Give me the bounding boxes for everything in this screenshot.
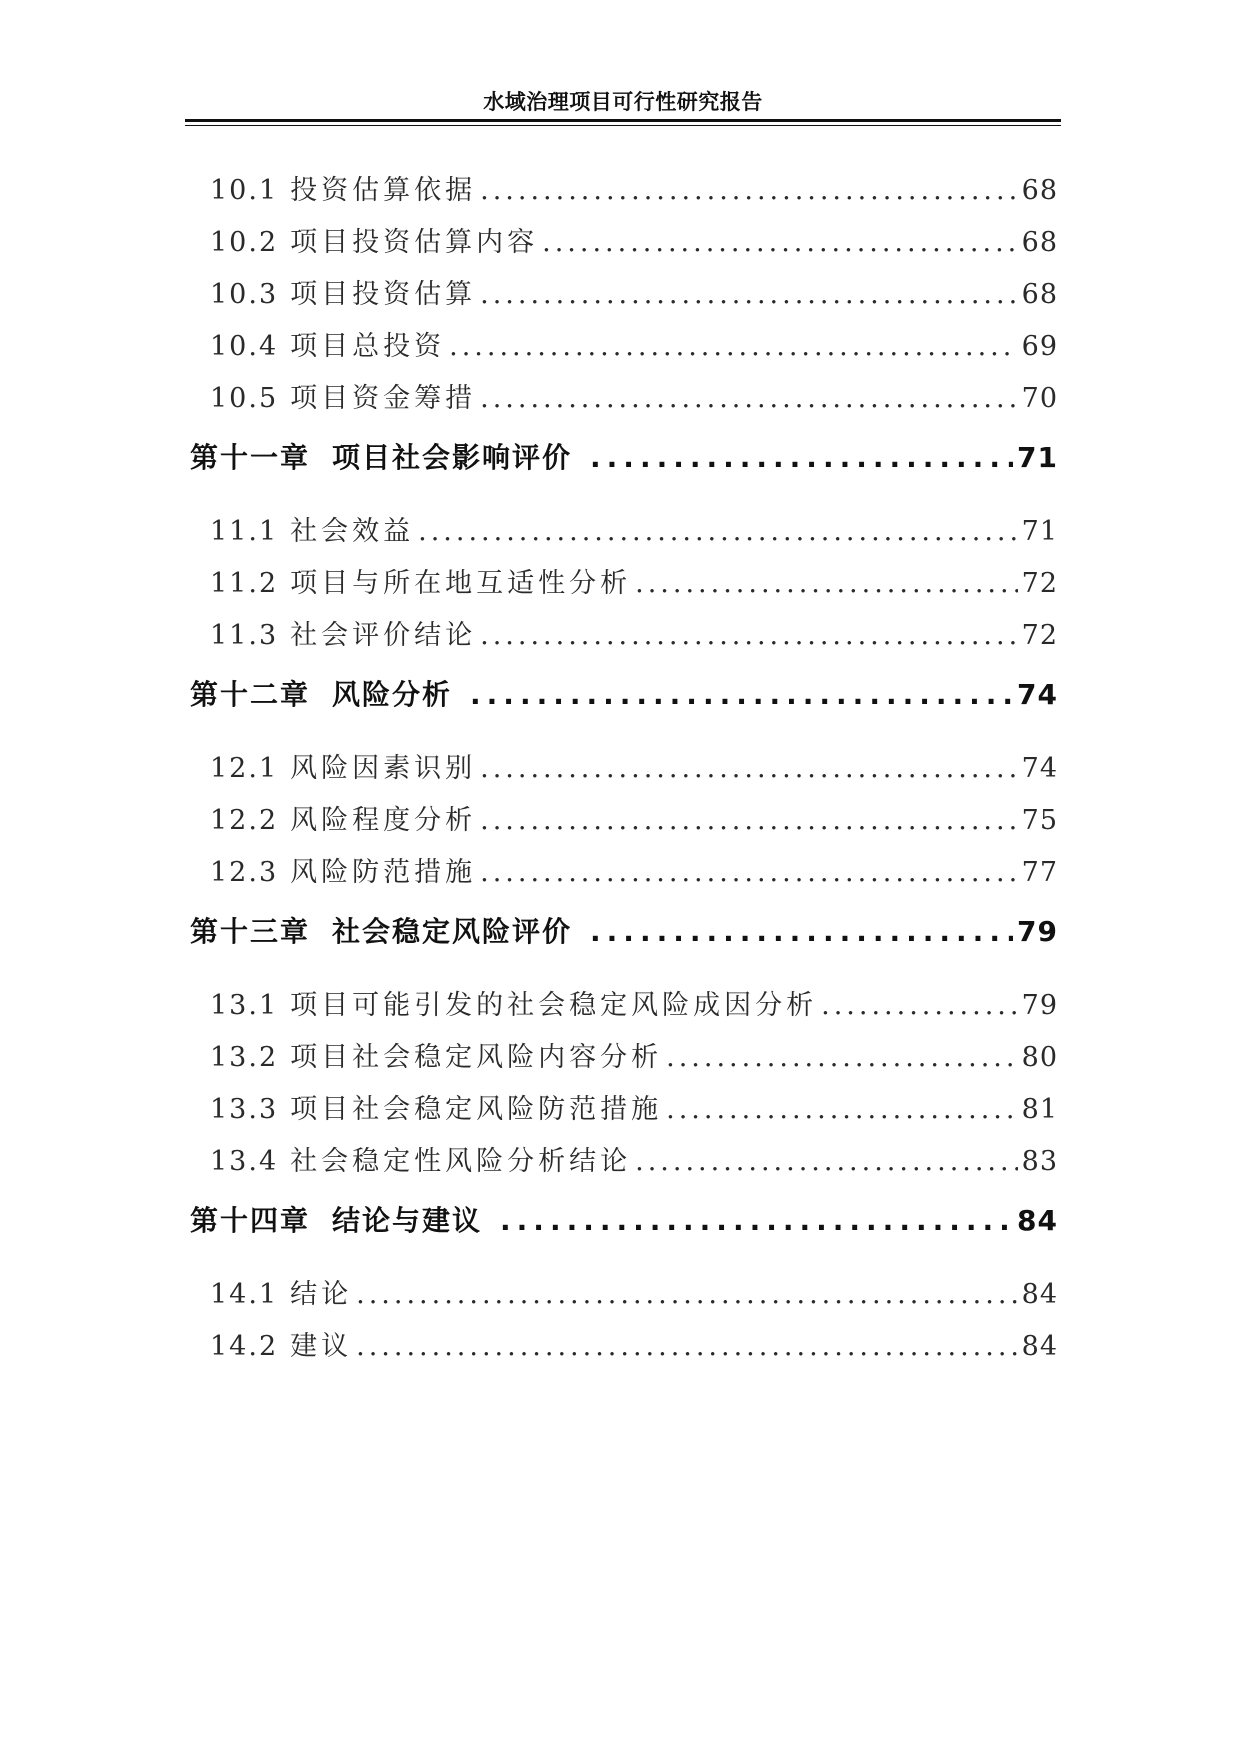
toc-number: 14.1 — [210, 1279, 279, 1310]
toc-entry-14-1[interactable] — [210, 1272, 1058, 1311]
toc-entry-13-4[interactable] — [210, 1139, 1058, 1178]
toc-entry-14-2[interactable] — [210, 1324, 1058, 1363]
toc-title: 投资估算依据 — [290, 175, 477, 206]
toc-title: 项目资金筹措 — [290, 383, 477, 414]
toc-title: 项目与所在地互适性分析 — [290, 568, 632, 599]
dot-leader — [356, 1331, 1018, 1362]
toc-page-number: 84 — [1017, 1204, 1058, 1237]
toc-page-number: 75 — [1021, 805, 1058, 836]
toc-page-number: 84 — [1021, 1279, 1058, 1310]
toc-chapter-title: 社会稳定风险评价 — [332, 915, 573, 948]
toc-number: 10.4 — [210, 331, 279, 362]
toc-chapter-title: 项目社会影响评价 — [332, 441, 573, 474]
dot-leader — [590, 441, 1013, 474]
toc-entry-13-3[interactable] — [210, 1087, 1058, 1126]
dot-leader — [418, 516, 1018, 547]
dot-leader — [666, 1042, 1018, 1073]
toc-number: 14.2 — [210, 1331, 279, 1362]
toc-title: 建议 — [290, 1331, 353, 1362]
toc-chapter-title: 风险分析 — [332, 678, 453, 711]
toc-entry-12-1[interactable] — [210, 746, 1058, 785]
toc-entry-10-5[interactable] — [210, 376, 1058, 415]
dot-leader — [480, 279, 1018, 310]
toc-number: 13.4 — [210, 1146, 279, 1177]
dot-leader — [480, 805, 1018, 836]
toc-number: 13.1 — [210, 990, 279, 1021]
toc-number: 10.2 — [210, 227, 279, 258]
dot-leader — [480, 383, 1018, 414]
toc-title: 项目投资估算 — [290, 279, 477, 310]
dot-leader — [635, 568, 1018, 599]
toc-entry-10-4[interactable] — [210, 324, 1058, 363]
toc-entry-10-1[interactable] — [210, 168, 1058, 207]
toc-number: 10.3 — [210, 279, 279, 310]
dot-leader — [356, 1279, 1018, 1310]
toc-title: 风险防范措施 — [290, 857, 477, 888]
dot-leader — [480, 753, 1018, 784]
toc-page-number: 79 — [1017, 915, 1058, 948]
toc-title: 项目可能引发的社会稳定风险成因分析 — [290, 990, 818, 1021]
toc-chapter-number: 第十二章 — [190, 678, 311, 711]
header-rule-thin — [185, 125, 1061, 126]
toc-page-number: 79 — [1021, 990, 1058, 1021]
toc-page-number: 71 — [1017, 441, 1058, 474]
toc-page-number: 74 — [1017, 678, 1058, 711]
toc-page-number: 74 — [1021, 753, 1058, 784]
toc-chapter-13[interactable] — [190, 910, 1058, 950]
toc-number: 13.2 — [210, 1042, 279, 1073]
toc-chapter-number: 第十三章 — [190, 915, 311, 948]
toc-entry-13-2[interactable] — [210, 1035, 1058, 1074]
running-header: 水域治理项目可行性研究报告 — [483, 90, 763, 114]
dot-leader — [449, 331, 1018, 362]
toc-chapter-11[interactable] — [190, 436, 1058, 476]
dot-leader — [666, 1094, 1018, 1125]
toc-number: 12.3 — [210, 857, 279, 888]
toc-chapter-12[interactable] — [190, 673, 1058, 713]
toc-page-number: 84 — [1021, 1331, 1058, 1362]
dot-leader — [480, 620, 1018, 651]
header-rule-thick — [185, 119, 1061, 122]
toc-page-number: 68 — [1021, 227, 1058, 258]
toc-page-number: 68 — [1021, 175, 1058, 206]
toc-title: 社会效益 — [290, 516, 415, 547]
dot-leader — [635, 1146, 1018, 1177]
toc-title: 风险程度分析 — [290, 805, 477, 836]
toc-page-number: 70 — [1021, 383, 1058, 414]
dot-leader — [590, 915, 1013, 948]
toc-title: 结论 — [290, 1279, 353, 1310]
toc-title: 社会稳定性风险分析结论 — [290, 1146, 632, 1177]
dot-leader — [480, 857, 1018, 888]
toc-number: 11.2 — [210, 568, 279, 599]
toc-title: 项目社会稳定风险防范措施 — [290, 1094, 663, 1125]
toc-number: 11.3 — [210, 620, 279, 651]
toc-number: 11.1 — [210, 516, 279, 547]
toc-entry-11-3[interactable] — [210, 613, 1058, 652]
toc-page-number: 80 — [1021, 1042, 1058, 1073]
dot-leader — [480, 175, 1018, 206]
toc-entry-10-2[interactable] — [210, 220, 1058, 259]
toc-page-number: 68 — [1021, 279, 1058, 310]
toc-entry-13-1[interactable] — [210, 983, 1058, 1022]
dot-leader — [821, 990, 1018, 1021]
toc-title: 项目社会稳定风险内容分析 — [290, 1042, 663, 1073]
dot-leader — [500, 1204, 1013, 1237]
toc-chapter-14[interactable] — [190, 1199, 1058, 1239]
toc-chapter-number: 第十一章 — [190, 441, 311, 474]
toc-entry-11-1[interactable] — [210, 509, 1058, 548]
toc-title: 风险因素识别 — [290, 753, 477, 784]
toc-title: 项目总投资 — [290, 331, 446, 362]
toc-number: 13.3 — [210, 1094, 279, 1125]
toc-entry-12-2[interactable] — [210, 798, 1058, 837]
toc-number: 12.1 — [210, 753, 279, 784]
toc-entry-11-2[interactable] — [210, 561, 1058, 600]
toc-number: 10.5 — [210, 383, 279, 414]
toc-number: 12.2 — [210, 805, 279, 836]
toc-title: 社会评价结论 — [290, 620, 477, 651]
toc-page-number: 71 — [1021, 516, 1058, 547]
toc-page-number: 83 — [1021, 1146, 1058, 1177]
toc-entry-12-3[interactable] — [210, 850, 1058, 889]
toc-entry-10-3[interactable] — [210, 272, 1058, 311]
toc-chapter-title: 结论与建议 — [332, 1204, 483, 1237]
toc-number: 10.1 — [210, 175, 279, 206]
toc-page-number: 81 — [1021, 1094, 1058, 1125]
dot-leader — [470, 678, 1013, 711]
toc-title: 项目投资估算内容 — [290, 227, 539, 258]
toc-page-number: 77 — [1021, 857, 1058, 888]
dot-leader — [542, 227, 1018, 258]
toc-page-number: 72 — [1021, 620, 1058, 651]
toc-page-number: 69 — [1021, 331, 1058, 362]
toc-chapter-number: 第十四章 — [190, 1204, 311, 1237]
toc-page-number: 72 — [1021, 568, 1058, 599]
